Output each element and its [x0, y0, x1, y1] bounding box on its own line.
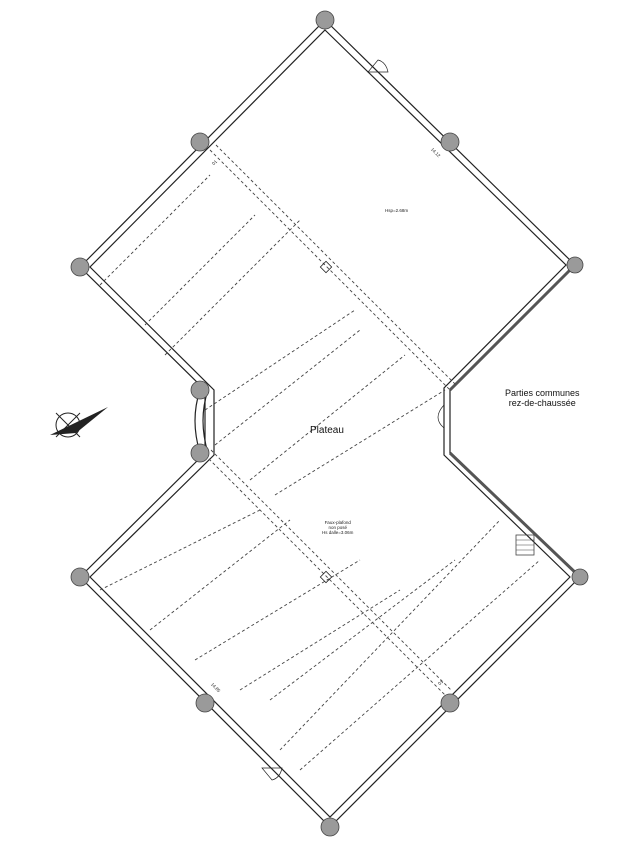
ceiling-line3: Hs dalle=3.06m	[322, 530, 354, 535]
left-recess-wall	[195, 390, 200, 453]
columns	[71, 11, 588, 836]
dimension-left-label: 01	[210, 158, 219, 167]
column-circle-icon	[196, 694, 214, 712]
common-area-line2: rez-de-chaussée	[508, 398, 576, 408]
door-swing-icon	[368, 60, 388, 72]
ceiling-note-label	[322, 520, 353, 535]
column-circle-icon	[191, 381, 209, 399]
common-wall-bottom	[450, 453, 580, 577]
column-circle-icon	[321, 818, 339, 836]
dimension-top-label: 14.12	[429, 146, 442, 159]
ceiling-line2: non posé	[328, 525, 347, 530]
beam-marker-top	[320, 261, 331, 272]
column-circle-icon	[316, 11, 334, 29]
room-name-label: Plateau	[310, 425, 344, 436]
column-circle-icon	[567, 257, 583, 273]
column-circle-icon	[441, 133, 459, 151]
common-wall-top	[450, 265, 575, 390]
column-circle-icon	[441, 694, 459, 712]
stair-icon	[516, 535, 534, 555]
column-circle-icon	[572, 569, 588, 585]
column-circle-icon	[71, 568, 89, 586]
ceiling-line1: Faux-plafond	[324, 520, 351, 525]
height-top-label: Hsp=2.68m	[385, 208, 409, 213]
compass-north-arrow-icon	[50, 407, 108, 437]
common-area-line1: Parties communes	[505, 388, 580, 398]
column-circle-icon	[191, 444, 209, 462]
beams	[100, 145, 540, 770]
dimension-bottom-right-label: 01	[436, 678, 445, 687]
central-opening	[438, 390, 450, 453]
door-swing-icon	[438, 405, 444, 428]
column-circle-icon	[191, 133, 209, 151]
dimension-bottom-left-label: 14.85	[209, 681, 222, 694]
beam-marker-bottom	[320, 571, 331, 582]
column-circle-icon	[71, 258, 89, 276]
common-area-label	[505, 388, 580, 408]
outer-walls	[80, 20, 580, 827]
